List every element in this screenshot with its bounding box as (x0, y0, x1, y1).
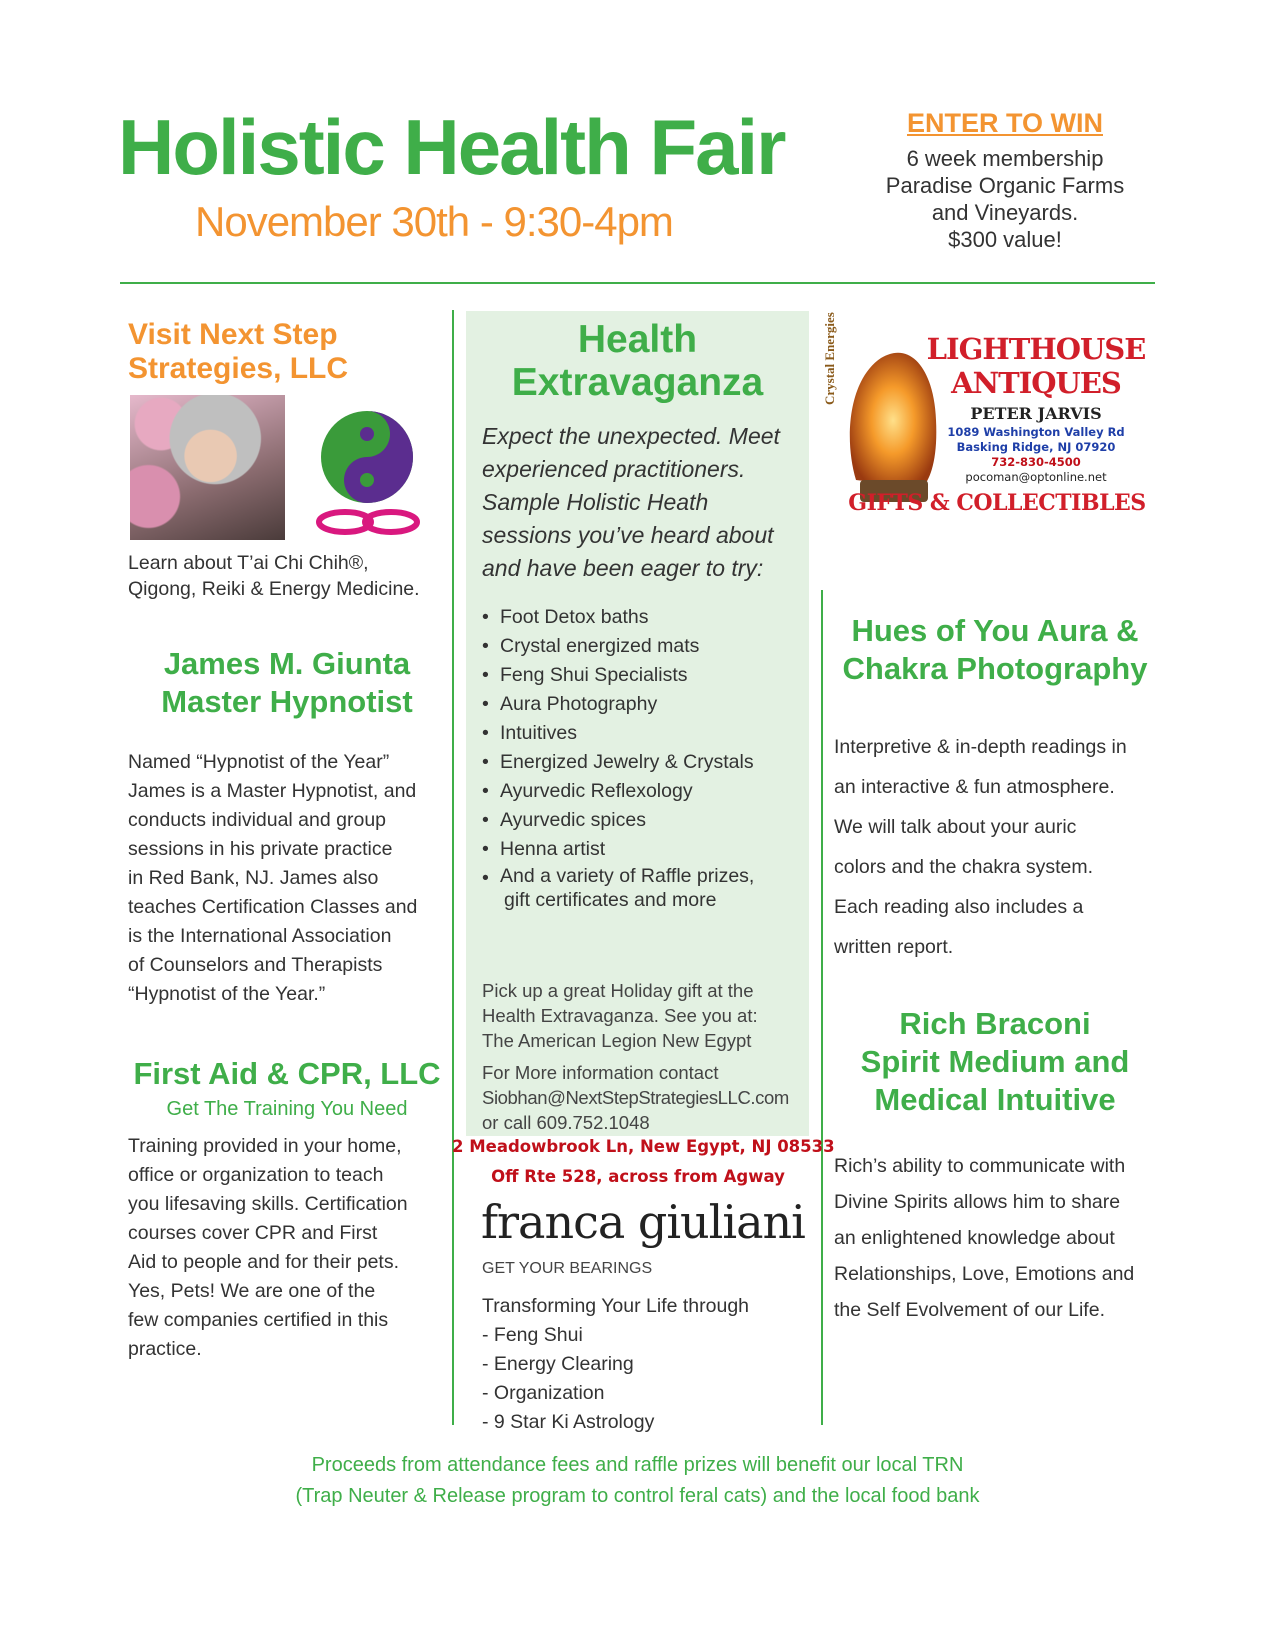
enter-to-win (860, 108, 1150, 253)
text-line: Transforming Your Life through (482, 1295, 750, 1317)
text-line: Divine Spirits allows him to share (834, 1191, 1121, 1213)
list-item (482, 864, 754, 912)
nextstep-heading-line: Strategies, LLC (128, 352, 349, 385)
page-title: Holistic Health Fair (118, 103, 785, 191)
pickup-text (482, 978, 758, 1053)
address-line: Off Rte 528, across from Agway (491, 1167, 785, 1186)
contact-info (482, 1060, 789, 1135)
text-line: office or organization to teach (128, 1164, 384, 1186)
list-item: • Henna artist (482, 835, 754, 864)
text-line: you lifesaving skills. Certification (128, 1193, 408, 1215)
firstaid-description (128, 1132, 408, 1364)
column-divider-right (821, 590, 823, 1425)
giunta-heading (128, 645, 446, 721)
heading-line: James M. Giunta (163, 646, 411, 681)
heading-line: Spirit Medium and (860, 1044, 1130, 1079)
text-line: conducts individual and group (128, 809, 387, 831)
text-line: Expect the unexpected. Meet (482, 423, 780, 449)
lighthouse-name (916, 332, 1156, 400)
list-item: • Aura Photography (482, 690, 754, 719)
franca-services (482, 1292, 749, 1437)
text-line: LIGHTHOUSE (926, 332, 1146, 366)
text-line: We will talk about your auric (834, 816, 1077, 838)
heading-line: Medical Intuitive (874, 1082, 1116, 1117)
text-line: the Self Evolvement of our Life. (834, 1299, 1105, 1321)
hues-heading (830, 612, 1160, 688)
enter-line: and Vineyards. (931, 200, 1079, 225)
text-line: 1089 Washington Valley Rd (947, 425, 1125, 439)
text-line: experienced practitioners. (482, 456, 746, 482)
text-line: James is a Master Hypnotist, and (128, 780, 417, 802)
lighthouse-antiques-ad (822, 312, 1156, 530)
text-line: Basking Ridge, NJ 07920 (956, 440, 1116, 454)
list-item: • Feng Shui Specialists (482, 661, 754, 690)
franca-giuliani-logo: franca giuliani (481, 1195, 805, 1249)
text-line: teaches Certification Classes and (128, 896, 418, 918)
text-line: Pick up a great Holiday gift at the (482, 980, 754, 1001)
text-line: is the International Association (128, 925, 392, 947)
contact-phone: or call 609.752.1048 (482, 1112, 650, 1133)
text-line: 732-830-4500 (991, 455, 1081, 469)
extravaganza-heading (466, 318, 809, 404)
text-line: The American Legion New Egypt (482, 1030, 752, 1051)
list-item: • Intuitives (482, 719, 754, 748)
text-line: written report. (834, 936, 954, 958)
text-line: Yes, Pets! We are one of the (128, 1280, 376, 1302)
nextstep-heading (128, 318, 348, 386)
text-line: Qigong, Reiki & Energy Medicine. (128, 578, 420, 600)
address-line: 2 Meadowbrook Ln, New Egypt, NJ 08533 (452, 1137, 835, 1156)
text-line: colors and the chakra system. (834, 856, 1094, 878)
rich-heading (830, 1005, 1160, 1119)
text-line: of Counselors and Therapists (128, 954, 383, 976)
firstaid-subheading: Get The Training You Need (166, 1098, 408, 1120)
text-line: Training provided in your home, (128, 1135, 402, 1157)
text-line: - Feng Shui (482, 1324, 583, 1346)
text-line: Learn about T’ai Chi Chih®, (128, 552, 369, 574)
text-line: ANTIQUES (951, 366, 1121, 400)
heading-line: First Aid & CPR, LLC (133, 1056, 441, 1091)
giunta-description (128, 748, 417, 1009)
heading-line: Master Hypnotist (161, 684, 413, 719)
text-line: Relationships, Love, Emotions and (834, 1263, 1135, 1285)
footer-note (100, 1450, 1175, 1512)
heading-line: Chakra Photography (842, 651, 1148, 686)
header-divider (120, 282, 1155, 284)
text-line: Health Extravaganza. See you at: (482, 1005, 758, 1026)
event-date: November 30th - 9:30-4pm (195, 198, 673, 245)
nextstep-description (128, 550, 420, 602)
list-item: • Foot Detox baths (482, 603, 754, 632)
rich-description (834, 1148, 1134, 1328)
practitioner-photo (130, 395, 285, 540)
enter-to-win-heading: ENTER TO WIN (906, 108, 1103, 138)
text-line: few companies certified in this (128, 1309, 389, 1331)
text-line: in Red Bank, NJ. James also (128, 867, 379, 889)
text-line: For More information contact (482, 1062, 719, 1083)
lighthouse-owner: PETER JARVIS (970, 404, 1102, 423)
enter-line: 6 week membership (906, 146, 1104, 171)
text-line: - 9 Star Ki Astrology (482, 1411, 655, 1433)
heading-line: Extravaganza (511, 361, 764, 404)
lighthouse-address (936, 425, 1136, 485)
contact-email[interactable]: Siobhan@NextStepStrategiesLLC.com (482, 1087, 789, 1108)
text-line: and have been eager to try: (482, 555, 764, 581)
heading-line: Rich Braconi (899, 1006, 1091, 1041)
franca-tagline: GET YOUR BEARINGS (482, 1260, 653, 1277)
extravaganza-intro (482, 420, 812, 585)
list-item: • Ayurvedic spices (482, 806, 754, 835)
text-line: gift certificates and more (504, 889, 717, 911)
text-line: - Organization (482, 1382, 605, 1404)
lighthouse-tagline: GIFTS & COLLECTIBLES (848, 490, 1146, 516)
text-line: Named “Hypnotist of the Year” (128, 751, 390, 773)
lighthouse-side-text: Crystal Energies (822, 312, 837, 405)
text-line: an interactive & fun atmosphere. (834, 776, 1115, 798)
venue-address (452, 1132, 835, 1192)
text-line: Interpretive & in-depth readings in (834, 736, 1127, 758)
text-line: sessions you’ve heard about (482, 522, 774, 548)
text-line: courses cover CPR and First (128, 1222, 378, 1244)
text-line: - Energy Clearing (482, 1353, 634, 1375)
text-line: Rich’s ability to communicate with (834, 1155, 1126, 1177)
text-line: Aid to people and for their pets. (128, 1251, 400, 1273)
list-item: • Energized Jewelry & Crystals (482, 748, 754, 777)
list-item: • Ayurvedic Reflexology (482, 777, 754, 806)
nextstep-heading-line: Visit Next Step (128, 318, 338, 351)
column-divider-left (452, 310, 454, 1425)
text-line: “Hypnotist of the Year.” (128, 983, 326, 1005)
text-line: Sample Holistic Heath (482, 489, 709, 515)
enter-line: $300 value! (948, 227, 1062, 252)
heading-line: Health (577, 318, 698, 361)
services-list (482, 603, 754, 912)
text-line: practice. (128, 1338, 202, 1360)
yin-yang-infinity-logo (305, 400, 445, 540)
text-line: Proceeds from attendance fees and raffle prizes will benefit our local TRN (311, 1454, 964, 1476)
heading-line: Hues of You Aura & (851, 613, 1139, 648)
firstaid-heading (128, 1055, 446, 1125)
text-line: sessions in his private practice (128, 838, 393, 860)
list-item: • Crystal energized mats (482, 632, 754, 661)
text-line: an enlightened knowledge about (834, 1227, 1115, 1249)
text-line: • And a variety of Raffle prizes, (500, 865, 755, 887)
text-line: pocoman@optonline.net (965, 470, 1107, 484)
text-line: (Trap Neuter & Release program to control feral cats) and the local food bank (295, 1485, 980, 1507)
text-line: Each reading also includes a (834, 896, 1084, 918)
hues-description (834, 727, 1127, 967)
enter-line: Paradise Organic Farms (885, 173, 1125, 198)
